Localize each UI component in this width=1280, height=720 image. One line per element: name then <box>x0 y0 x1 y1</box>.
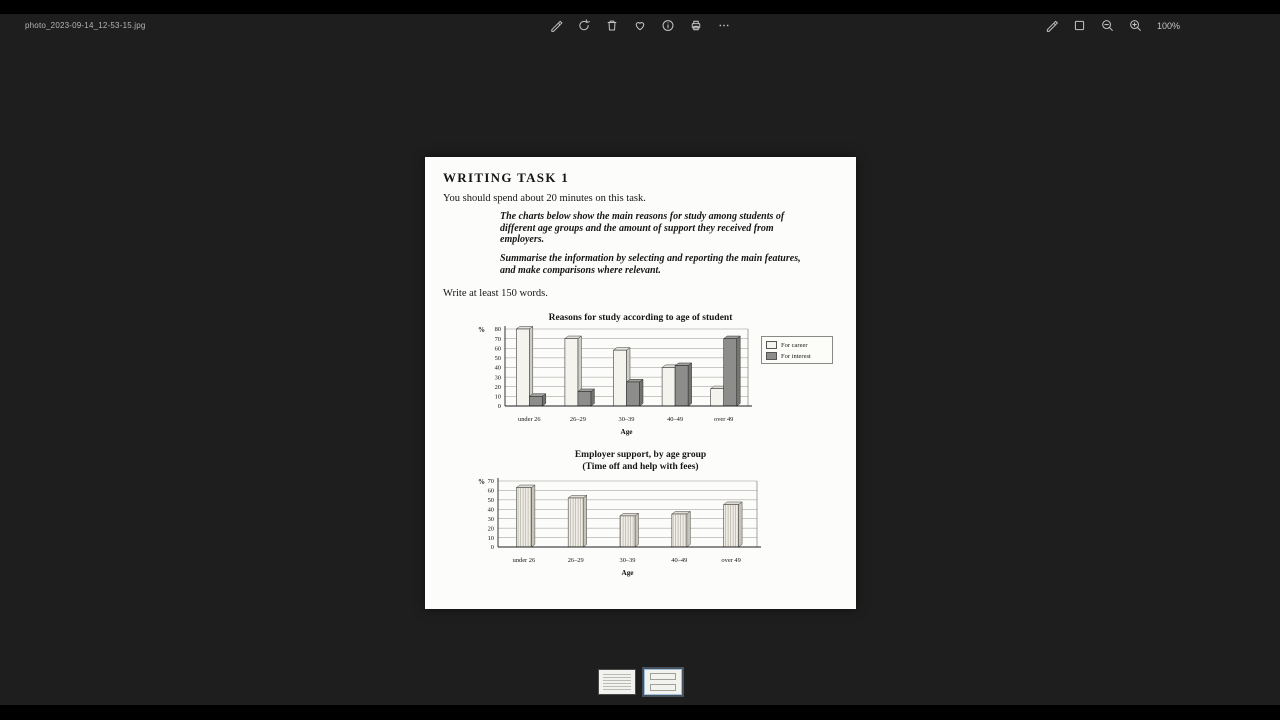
svg-text:26–29: 26–29 <box>569 416 586 423</box>
page-thumbnail-bar <box>0 669 1280 695</box>
svg-text:10: 10 <box>487 534 494 542</box>
svg-text:40: 40 <box>494 364 501 372</box>
thumbnail-text-preview <box>603 674 631 690</box>
svg-text:30–39: 30–39 <box>619 557 636 564</box>
svg-text:Age: Age <box>621 569 634 577</box>
svg-text:70: 70 <box>487 478 494 486</box>
support-chart-canvas <box>470 475 790 587</box>
trash-icon[interactable] <box>606 19 619 32</box>
thumbnail-chart-preview-2 <box>650 684 676 691</box>
interest-swatch <box>766 352 777 360</box>
toolbar-center-icons <box>550 19 731 32</box>
svg-text:0: 0 <box>497 403 501 411</box>
time-instruction: You should spend about 20 minutes on this task. <box>443 193 646 204</box>
svg-text:under 26: under 26 <box>512 557 536 564</box>
favorite-heart-icon[interactable] <box>634 19 647 32</box>
legend-label-interest: For interest <box>781 352 811 360</box>
svg-text:60: 60 <box>487 487 494 495</box>
svg-text:60: 60 <box>494 345 501 353</box>
legend-entry-career <box>766 341 828 349</box>
svg-text:over 49: over 49 <box>721 557 741 564</box>
annotate-pencil-icon[interactable] <box>1045 19 1058 32</box>
svg-text:50: 50 <box>487 497 494 505</box>
rotate-icon[interactable] <box>578 19 591 32</box>
svg-text:40–49: 40–49 <box>671 557 688 564</box>
print-icon[interactable] <box>690 19 703 32</box>
task-prompt-secondary: Summarise the information by selecting and reporting the main features, and make comparisons where relevant. <box>500 253 801 276</box>
career-swatch <box>766 341 777 349</box>
svg-text:20: 20 <box>487 525 494 533</box>
document-page <box>425 157 856 609</box>
svg-text:30–39: 30–39 <box>618 416 635 423</box>
svg-text:30: 30 <box>494 374 501 382</box>
svg-text:70: 70 <box>494 335 501 343</box>
svg-text:%: % <box>478 478 485 486</box>
word-requirement: Write at least 150 words. <box>443 288 548 299</box>
page-thumbnail-text[interactable] <box>598 669 636 695</box>
svg-text:10: 10 <box>494 393 501 401</box>
thumbnail-chart-preview-1 <box>650 673 676 680</box>
support-chart-title <box>425 449 856 473</box>
markup-pencil-icon[interactable] <box>550 19 563 32</box>
zoom-out-icon[interactable] <box>1101 19 1114 32</box>
svg-text:80: 80 <box>494 326 501 334</box>
zoom-level[interactable]: 100% <box>1156 20 1180 31</box>
info-icon[interactable] <box>662 19 675 32</box>
open-file-name: photo_2023-09-14_12-53-15.jpg <box>25 21 146 30</box>
fit-to-window-icon[interactable] <box>1073 19 1086 32</box>
reasons-chart-canvas <box>470 323 770 449</box>
toolbar-right-icons <box>1045 19 1180 32</box>
svg-text:50: 50 <box>494 355 501 363</box>
svg-text:%: % <box>478 326 485 334</box>
svg-text:over 49: over 49 <box>714 416 734 423</box>
svg-text:40–49: 40–49 <box>667 416 684 423</box>
zoom-in-icon[interactable] <box>1129 19 1142 32</box>
svg-text:30: 30 <box>487 515 494 523</box>
page-thumbnail-charts[interactable] <box>644 669 682 695</box>
more-options-icon[interactable] <box>718 19 731 32</box>
task-prompt-main: The charts below show the main reasons for study among students of different age groups and the amount of support they received from employers. <box>500 211 785 245</box>
task-heading: WRITING TASK 1 <box>443 170 570 185</box>
svg-text:40: 40 <box>487 506 494 514</box>
support-chart-title-line2: (Time off and help with fees) <box>582 462 699 472</box>
legend-entry-interest <box>766 352 828 360</box>
svg-text:20: 20 <box>494 383 501 391</box>
reasons-chart-title: Reasons for study according to age of student <box>548 313 733 323</box>
support-chart-title-line1: Employer support, by age group <box>574 450 707 460</box>
svg-text:Age: Age <box>620 428 633 436</box>
svg-text:under 26: under 26 <box>518 416 541 423</box>
svg-text:0: 0 <box>490 544 494 552</box>
chart-legend <box>761 336 833 364</box>
legend-label-career: For career <box>781 341 808 349</box>
svg-text:26–29: 26–29 <box>567 557 584 564</box>
viewer-toolbar <box>0 14 1280 40</box>
